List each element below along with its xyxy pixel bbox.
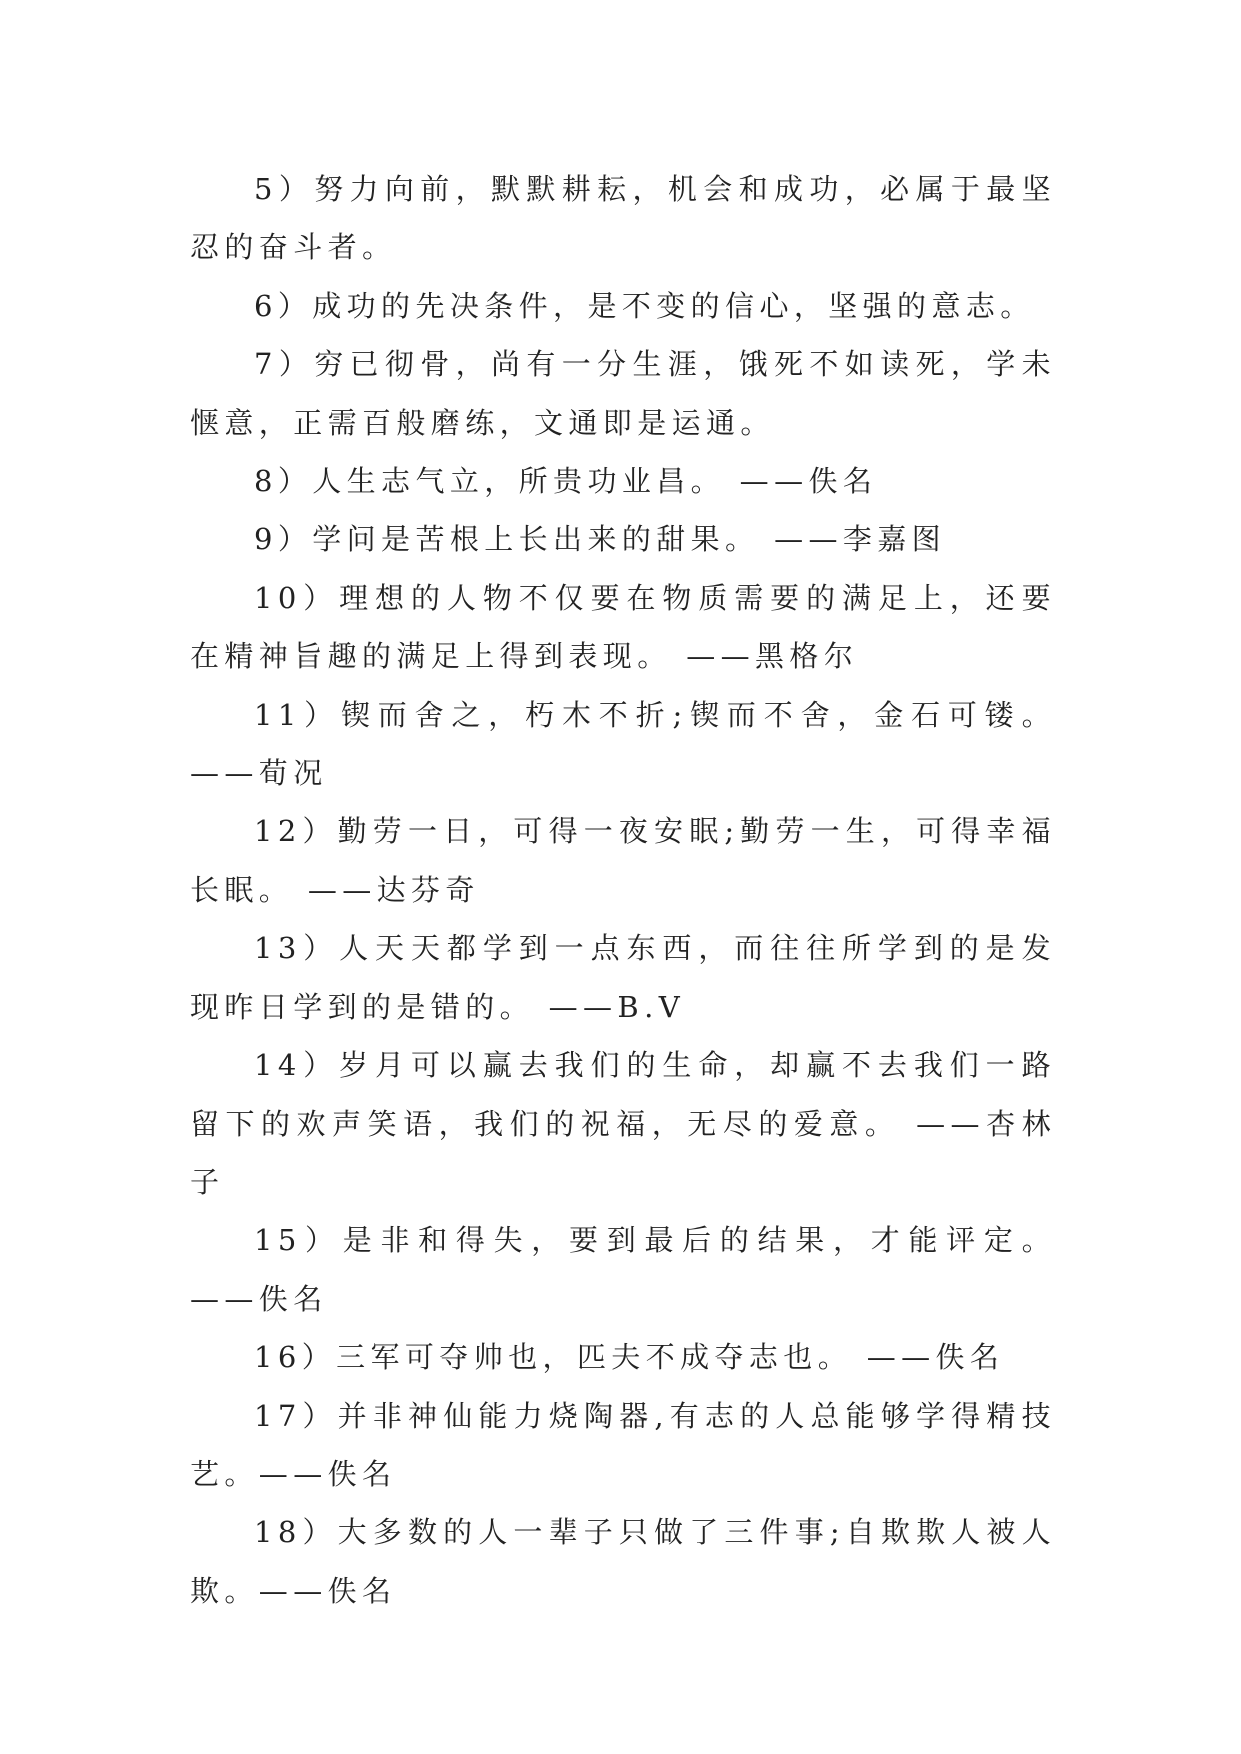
paragraph-quote-18: 18）大多数的人一辈子只做了三件事;自欺欺人被人欺。——佚名 [190, 1515, 1056, 1608]
paragraph-quote-14: 14）岁月可以赢去我们的生命，却赢不去我们一路留下的欢声笑语，我们的祝福，无尽的爱意。 ——杏林子 [190, 1048, 1056, 1199]
paragraph-quote-7: 7）穷已彻骨，尚有一分生涯，饿死不如读死，学未惬意，正需百般磨练，文通即是运通。 [190, 347, 1056, 440]
paragraph-quote-9: 9）学问是苦根上长出来的甜果。 ——李嘉图 [254, 522, 947, 557]
paragraph-quote-5: 5）努力向前，默默耕耘，机会和成功，必属于最坚忍的奋斗者。 [190, 172, 1056, 265]
paragraph-quote-17: 17）并非神仙能力烧陶器,有志的人总能够学得精技艺。——佚名 [190, 1398, 1056, 1491]
paragraph-quote-15: 15）是非和得失，要到最后的结果，才能评定。 ——佚名 [190, 1223, 1056, 1316]
paragraph-quote-12: 12）勤劳一日，可得一夜安眠;勤劳一生，可得幸福长眠。 ——达芬奇 [190, 814, 1056, 907]
paragraph-quote-6: 6）成功的先决条件，是不变的信心，坚强的意志。 [254, 288, 1035, 323]
paragraph-quote-13: 13）人天天都学到一点东西，而往往所学到的是发现昨日学到的是错的。 ——B.V [190, 931, 1056, 1024]
paragraph-quote-10: 10）理想的人物不仅要在物质需要的满足上，还要在精神旨趣的满足上得到表现。 ——黑格尔 [190, 580, 1056, 674]
paragraph-quote-11: 11）锲而舍之，朽木不折;锲而不舍，金石可镂。 ——荀况 [190, 697, 1056, 791]
document-body [190, 160, 1056, 1620]
paragraph-quote-16: 16）三军可夺帅也，匹夫不成夺志也。 ——佚名 [254, 1340, 1005, 1375]
paragraph-quote-8: 8）人生志气立，所贵功业昌。 ——佚名 [254, 464, 878, 499]
